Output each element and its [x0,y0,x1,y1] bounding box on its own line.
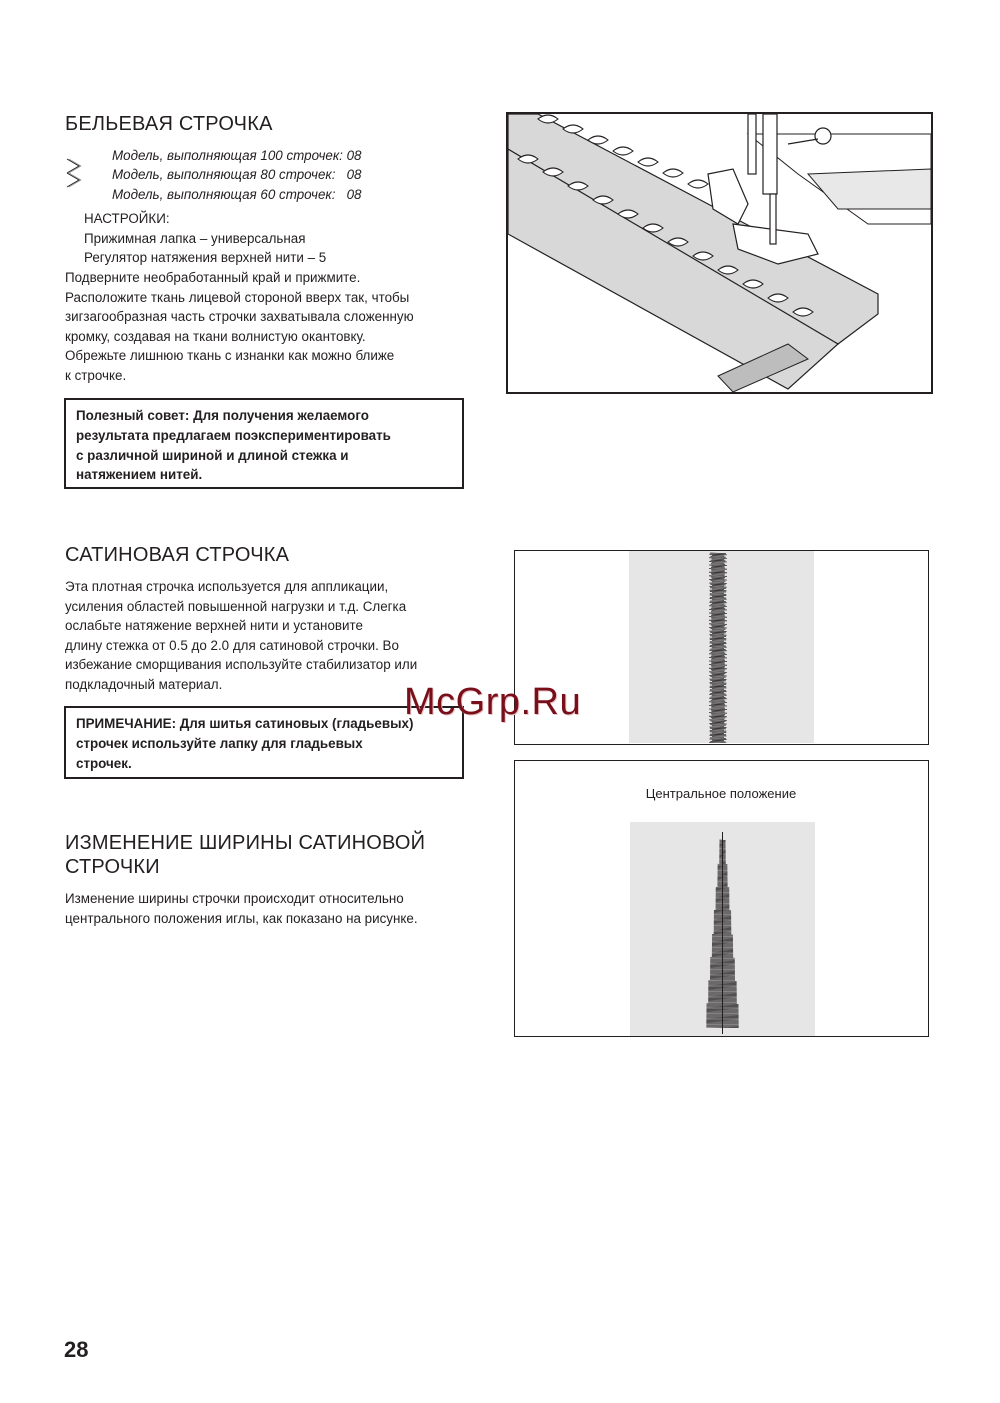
paragraph-line: подкладочный материал. [65,676,223,692]
paragraph-line: Обрежьте лишнюю ткань с изнанки как можно ближе [65,348,395,364]
settings-block [84,209,444,268]
tip-line: с различной шириной и длиной стежка и [76,447,349,463]
paragraph-line: избежание сморщивания используйте стабилизатор или [65,657,418,673]
section2-paragraph [65,577,465,695]
section-title-lingerie-stitch: БЕЛЬЕВАЯ СТРОЧКА [65,113,273,135]
note-line: ПРИМЕЧАНИЕ: Для шитья сатиновых (гладьевых) [76,716,414,731]
watermark: McGrp.Ru [404,681,582,723]
paragraph-line: Расположите ткань лицевой стороной вверх так, чтобы [65,289,410,305]
model-line: Модель, выполняющая 80 строчек: 08 [112,167,362,183]
paragraph-line: усиления областей повышенной нагрузки и т.д. Слегка [65,598,407,614]
stitch-pattern-icon [64,156,84,192]
tapered-satin-stitch [630,822,815,1036]
model-line: Модель, выполняющая 100 строчек: 08 [112,148,362,163]
title-line: СТРОЧКИ [65,856,160,878]
paragraph-line: зигзагообразная часть строчки захватывала сложенную [65,309,414,325]
satin-stitch-column [708,551,728,743]
section-title-satin-stitch: САТИНОВАЯ СТРОЧКА [65,544,290,566]
paragraph-line: Эта плотная строчка используется для аппликации, [65,579,389,594]
model-list [112,146,432,204]
tip-line: натяжением нитей. [76,467,203,483]
tip-line: результата предлагаем поэкспериментировать [76,427,391,443]
note-line: строчек. [76,755,132,771]
paragraph-line: центрального положения иглы, как показано на рисунке. [65,910,418,926]
title-line: ИЗМЕНЕНИЕ ШИРИНЫ САТИНОВОЙ [65,832,426,854]
paragraph-line: Изменение ширины строчки происходит относительно [65,891,404,906]
tip-line: Полезный совет: Для получения желаемого [76,408,369,423]
sewing-foot-illustration [506,112,933,394]
paragraph-line: длину стежка от 0.5 до 2.0 для сатиновой строчки. Во [65,637,399,653]
setting-line: Регулятор натяжения верхней нити – 5 [84,250,327,266]
tip-box [64,398,464,489]
setting-line: Прижимная лапка – универсальная [84,230,306,246]
section-title-width-change [65,831,425,879]
paragraph-line: Подверните необработанный край и прижмите. [65,270,361,285]
page-number: 28 [64,1337,89,1362]
paragraph-line: кромку, создавая на ткани волнистую окантовку. [65,328,366,344]
paragraph-line: к строчке. [65,367,127,383]
section3-paragraph [65,889,485,928]
paragraph-line: ослабьте натяжение верхней нити и установите [65,618,363,634]
tapered-stitch-figure [514,760,929,1037]
section1-paragraph [65,268,465,386]
note-line: строчек используйте лапку для гладьевых [76,735,363,751]
figure-caption: Центральное положение [645,786,797,801]
settings-label: НАСТРОЙКИ: [84,211,170,226]
model-line: Модель, выполняющая 60 строчек: 08 [112,186,362,202]
